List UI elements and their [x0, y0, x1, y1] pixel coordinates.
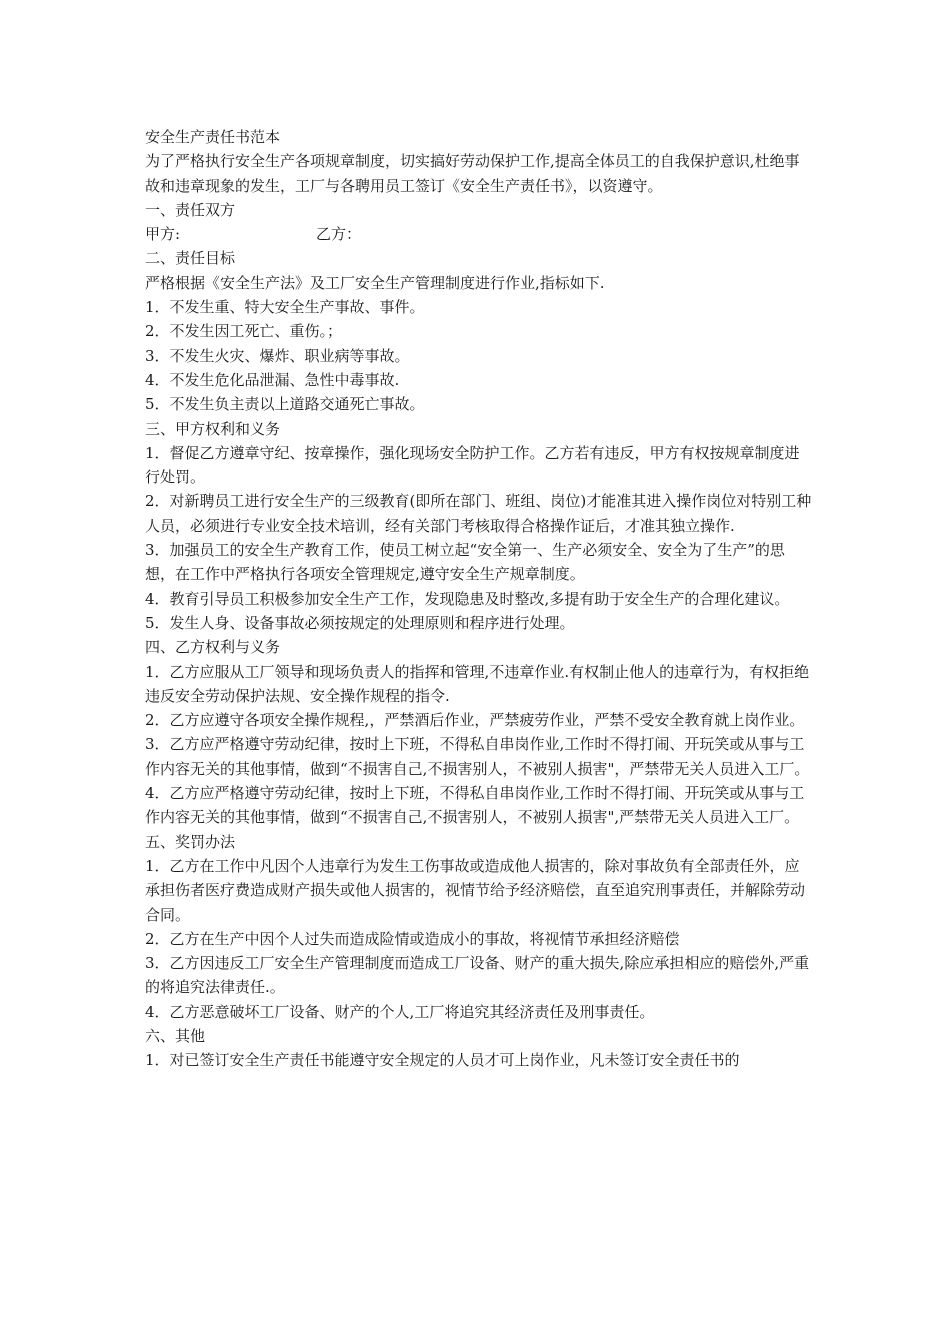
parties-row	[145, 222, 813, 246]
targets-intro: 严格根据《安全生产法》及工厂安全生产管理制度进行作业,指标如下.	[145, 273, 605, 292]
target-item: 3．不发生火灾、爆炸、职业病等事故。	[145, 346, 410, 365]
target-item: 1．不发生重、特大安全生产事故、事件。	[145, 298, 425, 317]
party-a-duty-item: 4．教育引导员工积极参加安全生产工作，发现隐患及时整改,多提有助于安全生产的合理化建议。	[145, 589, 790, 608]
target-item: 4．不发生危化品泄漏、急性中毒事故.	[145, 370, 400, 389]
target-item: 5．不发生负主责以上道路交通死亡事故。	[145, 395, 425, 414]
party-b-duty-item: 1．乙方应服从工厂领导和现场负责人的指挥和管理,不违章作业.有权制止他人的违章行为，有权拒绝违反安全劳动保护法规、安全操作规程的指令.	[145, 662, 810, 705]
target-item: 2．不发生因工死亡、重伤。；	[145, 322, 343, 341]
party-a-duty-item: 1．督促乙方遵章守纪、按章操作，强化现场安全防护工作。乙方若有违反，甲方有权按规章制度进行处罚。	[145, 443, 800, 487]
party-b-duty-item: 4．乙方应严格遵守劳动纪律，按时上下班，不得私自串岗作业,工作时不得打闹、开玩笑或从事与工作内容无关的其他事情，做到“不损害自己,不损害别人，不被别人损害",严禁带无关人员进入工厂。	[145, 784, 805, 827]
penalty-item: 2．乙方在生产中因个人过失而造成险情或造成小的事故，将视情节承担经济赔偿	[145, 929, 680, 948]
party-b-label: 乙方：	[316, 225, 362, 244]
party-a-duty-item: 3．加强员工的安全生产教育工作，使员工树立起“安全第一、生产必须安全、安全为了生产”的思想，在工作中严格执行各项安全管理规定,遵守安全生产规章制度。	[145, 541, 785, 584]
section-heading-parties: 一、责任双方	[145, 200, 236, 219]
party-a-duty-item: 2．对新聘员工进行安全生产的三级教育(即所在部门、班组、岗位)才能准其进入操作岗位对特别工种人员，必须进行专业安全技术培训，经有关部门考核取得合格操作证后，才准其独立操作.	[145, 492, 812, 535]
penalty-item: 1．乙方在工作中凡因个人违章行为发生工伤事故或造成他人损害的，除对事故负有全部责任外，应承担伤者医疗费造成财产损失或他人损害的，视情节给予经济赔偿，直至追究刑事责任，并解除劳动合同。	[145, 856, 806, 924]
penalty-item: 4．乙方恶意破坏工厂设备、财产的个人,工厂将追究其经济责任及刑事责任。	[145, 1002, 655, 1021]
section-heading-other: 六、其他	[145, 1026, 206, 1045]
party-a-label: 甲方:	[145, 225, 181, 244]
section-heading-targets: 二、责任目标	[145, 249, 236, 268]
party-a-duty-item: 5．发生人身、设备事故必须按规定的处理原则和程序进行处理。	[145, 613, 575, 632]
document-body	[145, 125, 813, 1073]
other-item: 1．对已签订安全生产责任书能遵守安全规定的人员才可上岗作业，凡未签订安全责任书的	[145, 1051, 740, 1070]
document-title: 安全生产责任书范本	[145, 128, 281, 146]
party-b-duty-item: 3．乙方应严格遵守劳动纪律，按时上下班，不得私自串岗作业,工作时不得打闹、开玩笑或从事与工作内容无关的其他事情，做到“不损害自己,不损害别人，不被别人损害"，严禁带无关人员进入工厂。	[145, 735, 810, 778]
section-heading-party-a-duties: 三、甲方权利和义务	[145, 419, 281, 438]
intro-paragraph: 为了严格执行安全生产各项规章制度，切实搞好劳动保护工作,提高全体员工的自我保护意识,杜绝事故和违章现象的发生，工厂与各聘用员工签订《安全生产责任书》，以资遵守。	[145, 152, 800, 195]
party-b-duty-item: 2．乙方应遵守各项安全操作规程,，严禁酒后作业，严禁疲劳作业，严禁不受安全教育就上岗作业。	[145, 711, 805, 730]
penalty-item: 3．乙方因违反工厂安全生产管理制度而造成工厂设备、财产的重大损失,除应承担相应的赔偿外,严重的将追究法律责任.。	[145, 954, 810, 997]
section-heading-party-b-duties: 四、乙方权利与义务	[145, 638, 281, 657]
section-heading-rewards-penalties: 五、奖罚办法	[145, 832, 236, 851]
